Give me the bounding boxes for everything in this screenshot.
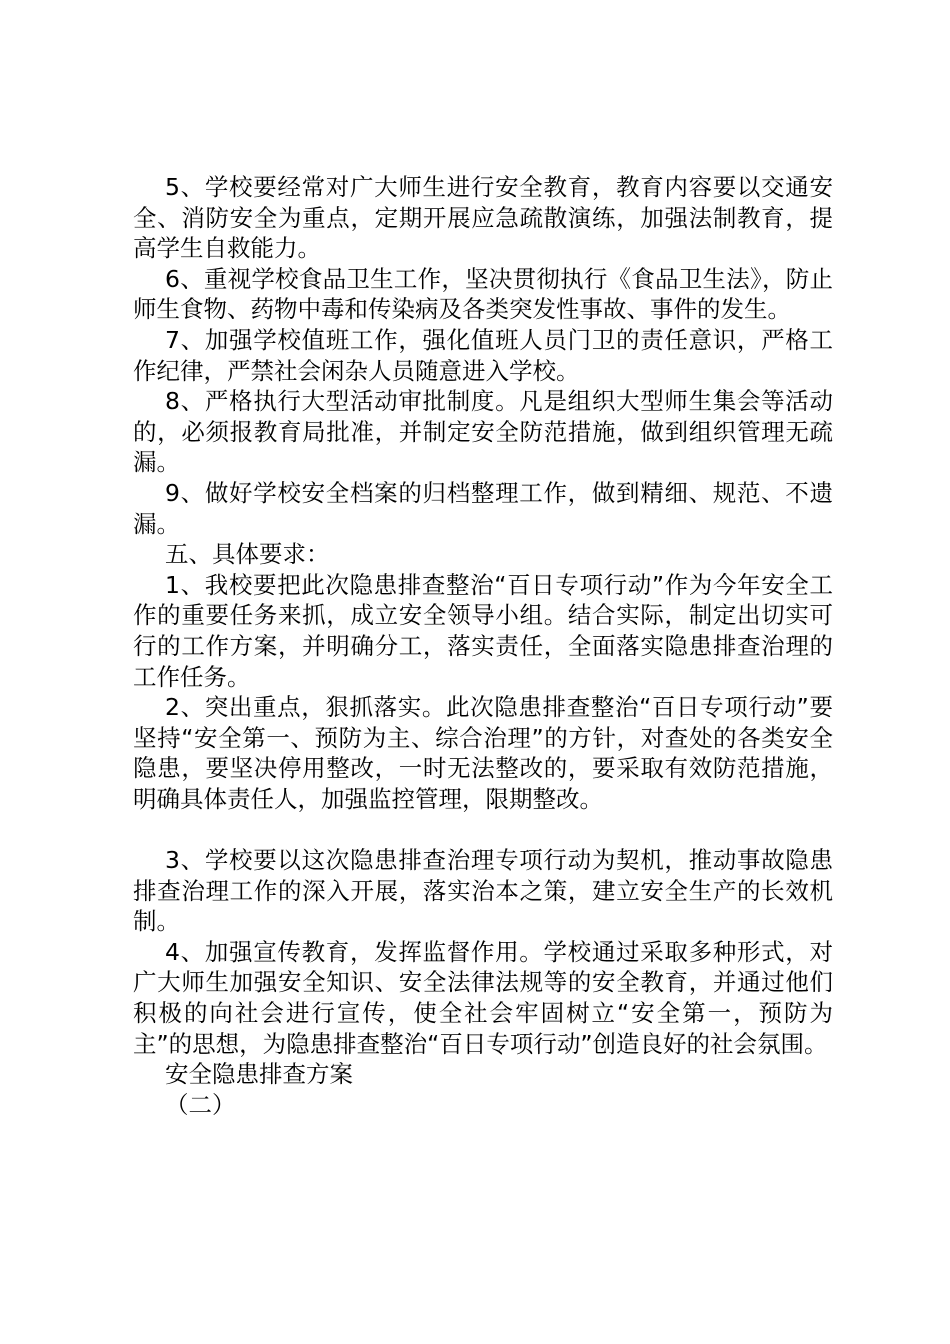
document-title: 安全隐患排查方案: [165, 1060, 353, 1089]
requirement-item-1: 1、我校要把此次隐患排查整治“百日专项行动”作为今年安全工作的重要任务来抓，成立安全领导小组。结合实际，制定出切实可行的工作方案，并明确分工，落实责任，全面落实隐患排查治理的工作任务。: [133, 570, 833, 691]
document-body: [133, 172, 833, 1120]
requirement-item-3: 3、学校要以这次隐患排查治理专项行动为契机，推动事故隐患排查治理工作的深入开展，落实治本之策，建立安全生产的长效机制。: [133, 846, 833, 936]
requirement-item-4: 4、加强宣传教育，发挥监督作用。学校通过采取多种形式，对广大师生加强安全知识、安全法律法规等的安全教育，并通过他们积极的向社会进行宣传，使全社会牢固树立“安全第一，预防为主”的思想，为隐患排查整治“百日专项行动”创造良好的社会氛围。: [133, 937, 833, 1058]
requirement-item-2: 2、突出重点，狠抓落实。此次隐患排查整治“百日专项行动”要坚持“安全第一、预防为主、综合治理”的方针，对查处的各类安全隐患，要坚决停用整改，一时无法整改的，要采取有效防范措施，明确具体责任人，加强监控管理，限期整改。: [133, 693, 833, 813]
paragraph-item-7: 7、加强学校值班工作，强化值班人员门卫的责任意识，严格工作纪律，严禁社会闲杂人员随意进入学校。: [133, 325, 833, 385]
paragraph-item-9: 9、做好学校安全档案的归档整理工作，做到精细、规范、不遗漏。: [133, 478, 833, 538]
section-heading-requirements: 五、具体要求：: [165, 540, 330, 569]
paragraph-item-8: 8、严格执行大型活动审批制度。凡是组织大型师生集会等活动的，必须报教育局批准，并制定安全防范措施，做到组织管理无疏漏。: [133, 387, 833, 477]
paragraph-item-5: 5、学校要经常对广大师生进行安全教育，教育内容要以交通安全、消防安全为重点，定期开展应急疏散演练，加强法制教育，提高学生自救能力。: [133, 173, 833, 263]
document-subtitle: （二）: [165, 1090, 236, 1119]
blank-line: [133, 814, 833, 845]
paragraph-item-6: 6、重视学校食品卫生工作，坚决贯彻执行《食品卫生法》，防止师生食物、药物中毒和传染病及各类突发性事故、事件的发生。: [133, 264, 833, 324]
